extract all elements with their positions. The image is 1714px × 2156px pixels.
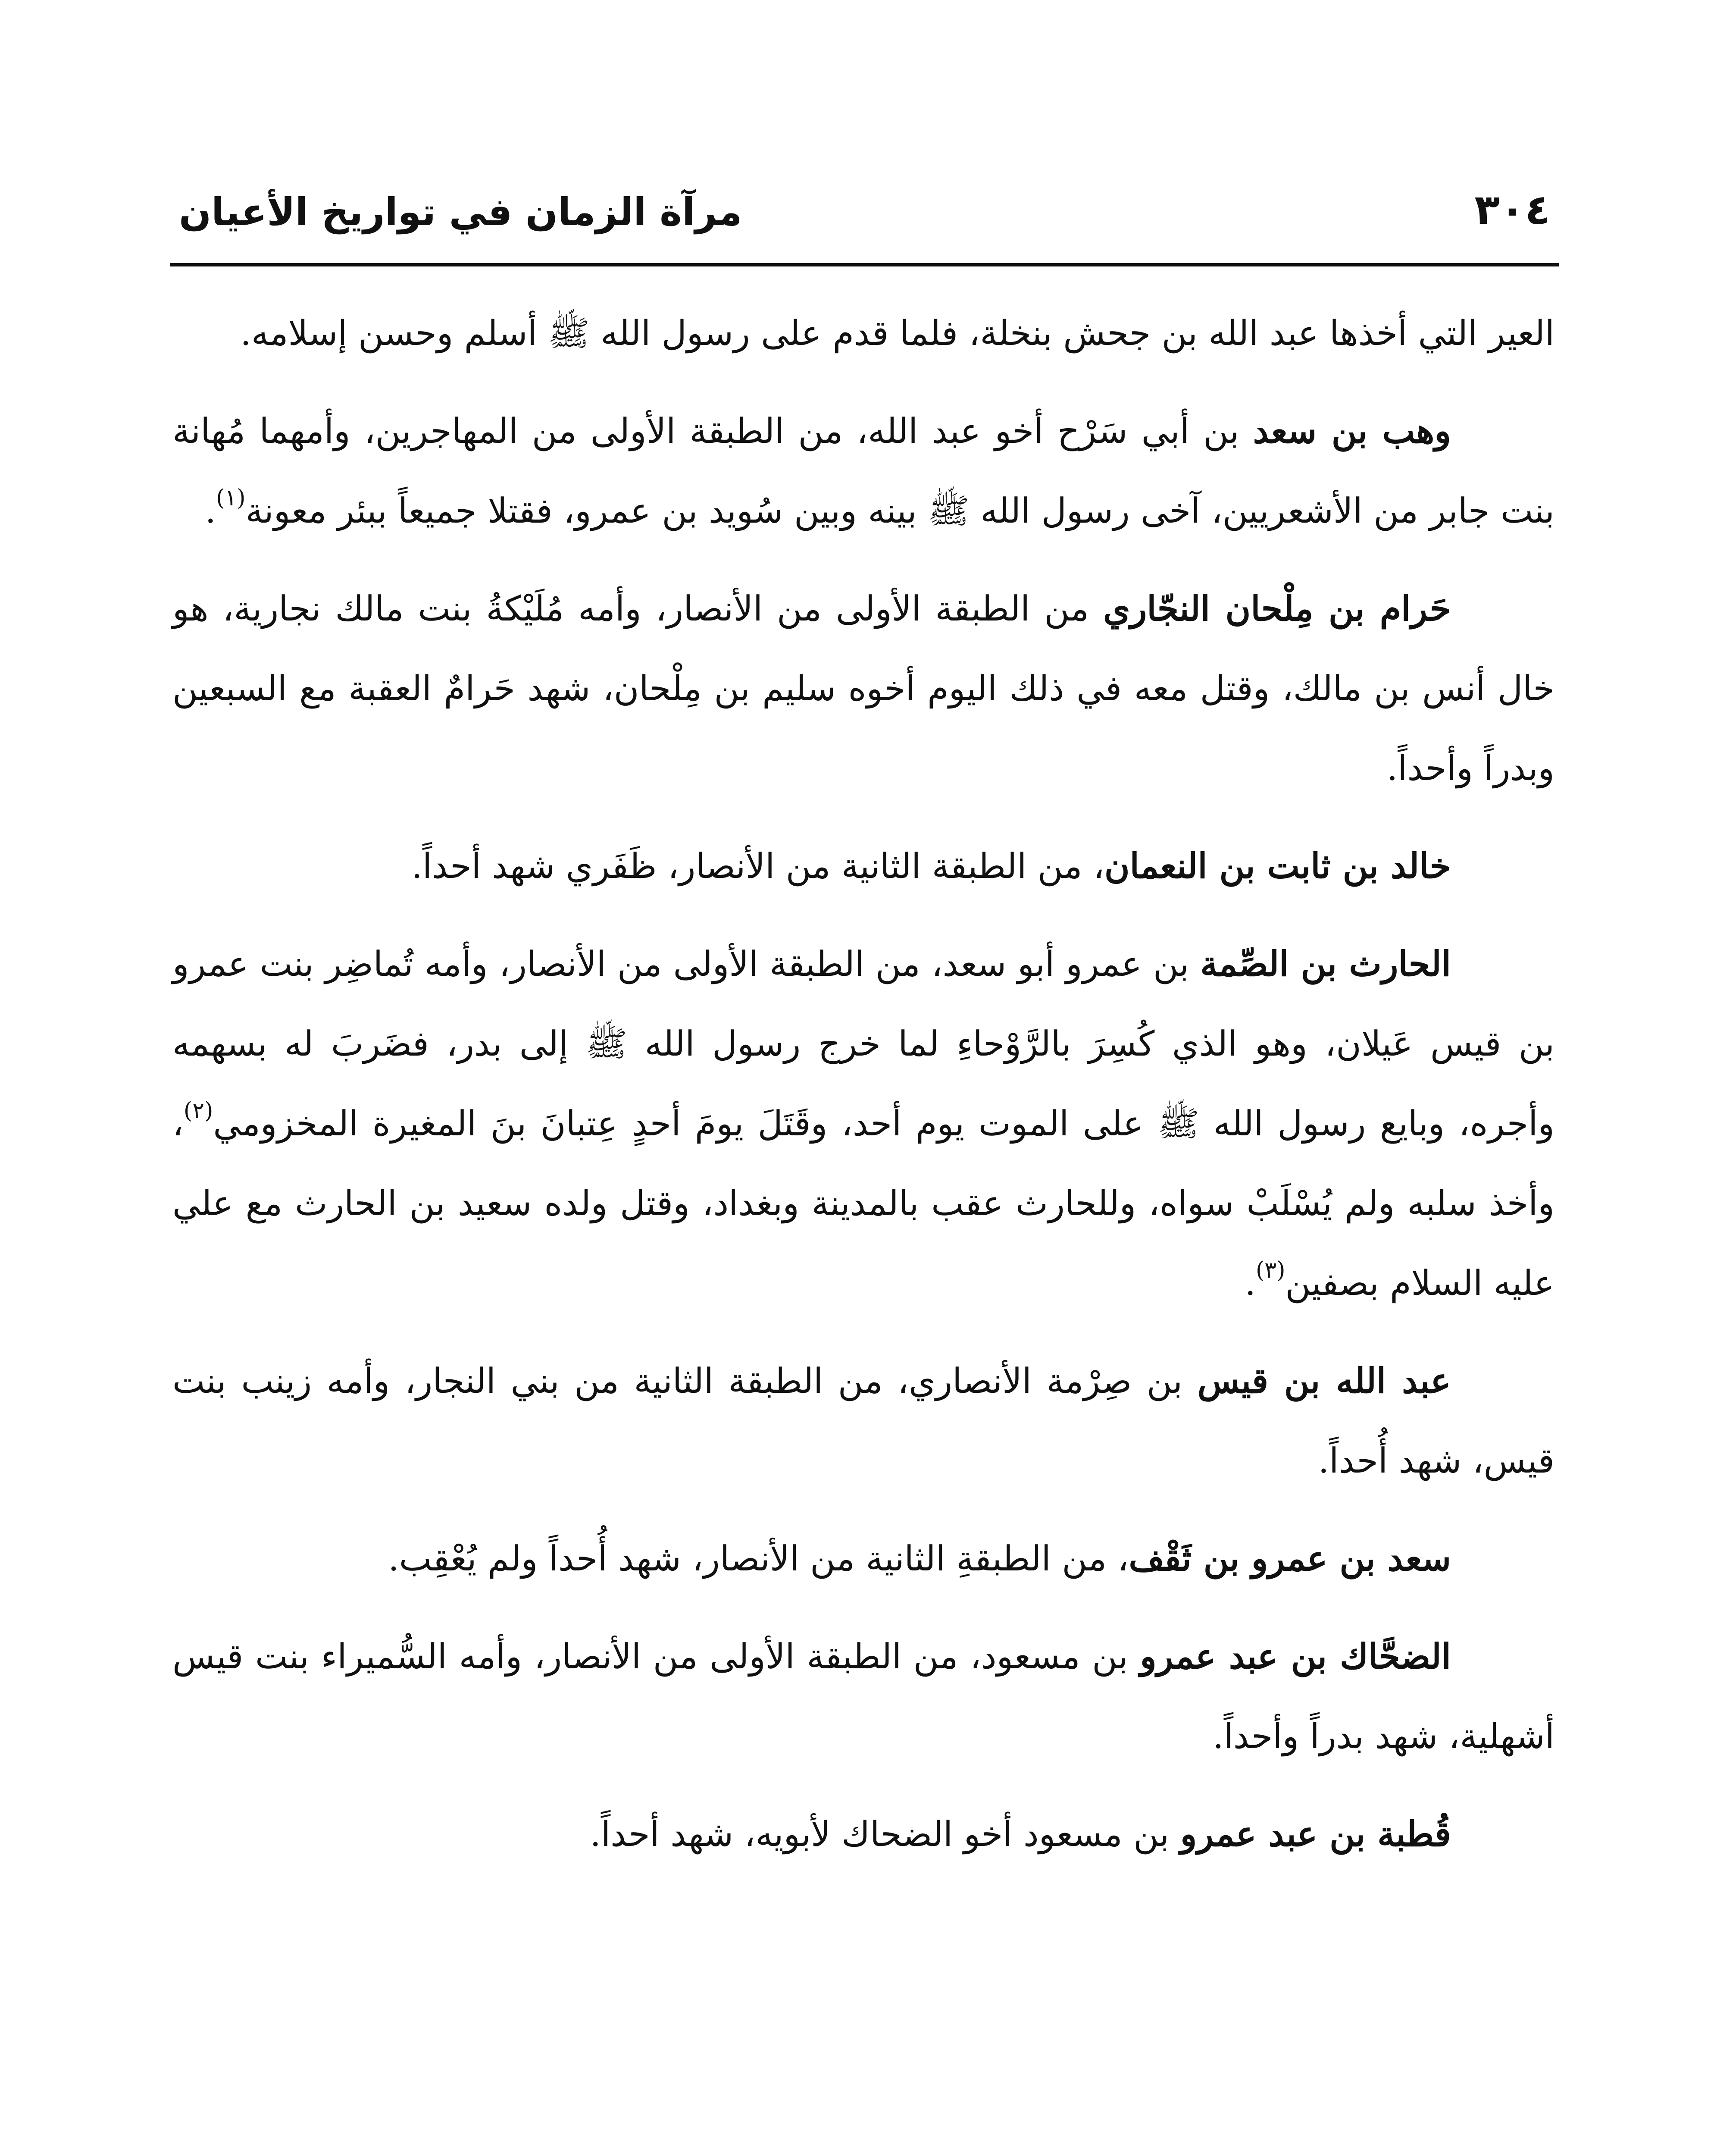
entry-name: خالد بن ثابت بن النعمان [1104, 846, 1451, 886]
entry-text: بن مسعود أخو الضحاك لأبويه، شهد أحداً. [590, 1814, 1180, 1854]
body-text [172, 293, 1554, 1892]
page-header [170, 172, 1559, 254]
header-rule [170, 263, 1559, 266]
entry-text: ، من الطبقةِ الثانية من الأنصار، شهد أُحداً ولم يُعْقِب. [388, 1539, 1129, 1579]
entry-text: ، من الطبقة الثانية من الأنصار، ظَفَري شهد أحداً. [411, 846, 1104, 886]
footnote-ref-3[interactable]: (٣) [1255, 1257, 1286, 1283]
entry-text: بن صِرْمة الأنصاري، من الطبقة الثانية من بني النجار، وأمه زينب بنت قيس، شهد أُحداً. [172, 1361, 1554, 1481]
entry-name: عبد الله بن قيس [1197, 1360, 1451, 1401]
entry-wahb-ibn-saad: وهب بن سعد بن أبي سَرْح أخو عبد الله، من الطبقة الأولى من المهاجرين، وأمهما مُهانة بنت جابر من الأشعريين، آخى رسول الله ﷺ بينه وبين سُويد بن عمرو، فقتلا جميعاً ببئر معونة$^{(١)}$. [172, 411, 1554, 531]
entry-saad-ibn-amr [172, 1519, 1554, 1598]
entry-name: حَرام بن مِلْحان النجّاري [1103, 588, 1451, 629]
entry-abdullah-ibn-qays [172, 1341, 1554, 1501]
entry-name: قُطبة بن عبد عمرو [1180, 1814, 1451, 1854]
entry-text: بن مسعود، من الطبقة الأولى من الأنصار، وأمه السُّميراء بنت قيس أشهلية، شهد بدراً وأحداً. [172, 1636, 1554, 1756]
entry-name: وهب بن سعد [1253, 411, 1451, 451]
entry-haram-ibn-milhan [172, 569, 1554, 808]
entry-harith-ibn-simma: الحارث بن الصِّمة بن عمرو أبو سعد، من الطبقة الأولى من الأنصار، وأمه تُماضِر بنت عمرو بن قيس عَيلان، وهو الذي كُسِرَ بالرَّوْحاءِ لما خرج رسول الله ﷺ إلى بدر، فضَربَ له بسهمه وأجره، وبايع رسول الله ﷺ على الموت يوم أحد، وقَتَلَ يومَ أحدٍ عِتبانَ بنَ المغيرة المخزومي$^{(٢)}$، وأخذ سلبه ولم يُسْلَبْ سواه، وللحارث عقب بالمدينة وبغداد، وقتل ولده سعيد بن الحارث مع علي عليه السلام بصفين$^{(٣)}$. [172, 943, 1554, 1303]
page-number: ٣٠٤ [1474, 185, 1550, 234]
footnote-ref-2[interactable]: (٢) [183, 1098, 213, 1124]
entry-qutba-ibn-abd-amr [172, 1794, 1554, 1874]
footnote-ref-1[interactable]: (١) [216, 485, 246, 511]
paragraph-continuation: العير التي أخذها عبد الله بن جحش بنخلة، فلما قدم على رسول الله ﷺ أسلم وحسن إسلامه. [240, 313, 1554, 353]
running-title: مرآة الزمان في تواريخ الأعيان [179, 190, 742, 234]
entry-text: بن عمرو أبو سعد، من الطبقة الأولى من الأنصار، وأمه تُماضِر بنت عمرو بن قيس عَيلان، وهو الذي كُسِرَ بالرَّوْحاءِ لما خرج رسول الله ﷺ إلى بدر، فضَربَ له بسهمه وأجره، وبايع رسول الله ﷺ على الموت يوم أحد، وقَتَلَ يومَ أحدٍ عِتبانَ بنَ المغيرة المخزومي [172, 944, 1554, 1144]
entry-text: من الطبقة الأولى من الأنصار، وأمه مُلَيْكةُ بنت مالك نجارية، هو خال أنس بن مالك، وقتل معه في ذلك اليوم أخوه سليم بن مِلْحان، شهد حَرامٌ العقبة مع السبعين وبدراً وأحداً. [172, 589, 1555, 788]
entry-name: الضحَّاك بن عبد عمرو [1140, 1636, 1451, 1677]
entry-name: الحارث بن الصِّمة [1200, 943, 1451, 984]
entry-text: بن أبي سَرْح أخو عبد الله، من الطبقة الأولى من المهاجرين، وأمهما مُهانة بنت جابر من الأشعريين، آخى رسول الله ﷺ بينه وبين سُويد بن عمرو، فقتلا جميعاً ببئر معونة [172, 411, 1554, 531]
entry-khalid-ibn-thabit [172, 826, 1554, 906]
entry-name: سعد بن عمرو بن ثَقْف [1129, 1538, 1451, 1579]
entry-dahhak-ibn-abd-amr [172, 1617, 1554, 1776]
